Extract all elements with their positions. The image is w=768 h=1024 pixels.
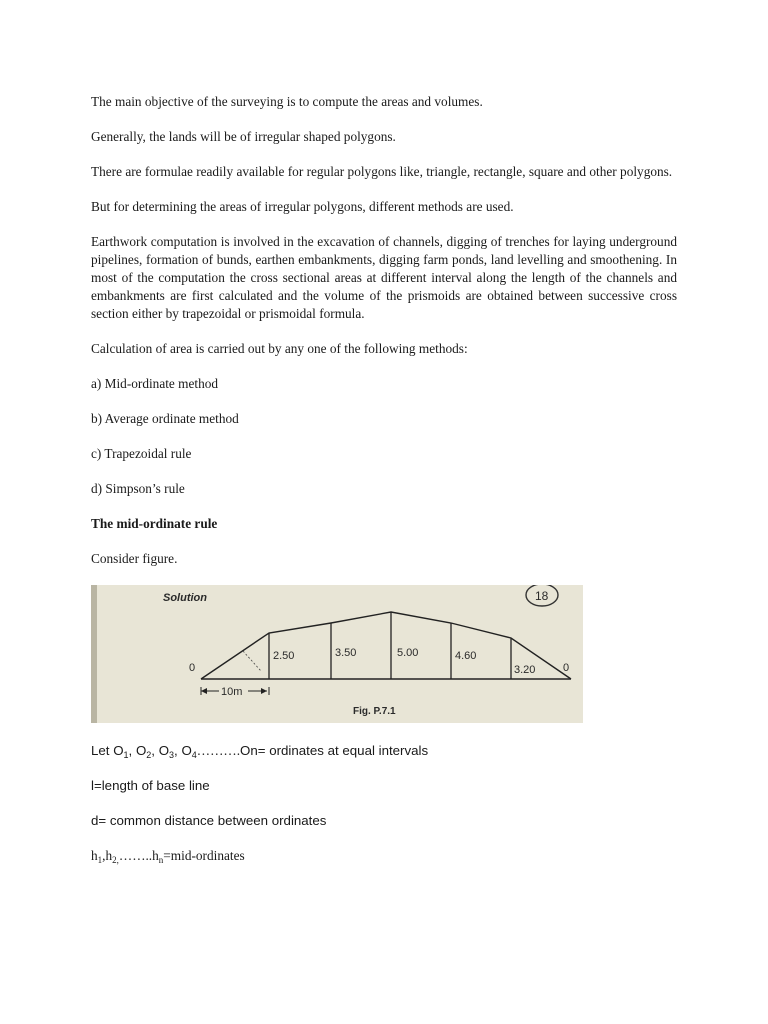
method-item-simpson: d) Simpson’s rule [91, 481, 185, 496]
end-ordinate-label: 0 [563, 662, 570, 674]
mid-ordinate-symbol-2: h [105, 848, 113, 863]
interval-label: 10m [221, 686, 243, 698]
page-mark: 18 [535, 589, 549, 603]
mid-ordinate-subscript-2: 2, [112, 855, 119, 865]
document-content [91, 93, 677, 882]
method-item-trapezoidal: c) Trapezoidal rule [91, 446, 192, 461]
ordinate-symbol-2: O [135, 743, 147, 758]
figure-mid-ordinate-diagram [91, 585, 583, 723]
scan-edge [91, 585, 97, 723]
paragraph-consider: Consider figure. [91, 551, 178, 566]
ordinate-subscript-4: 4 [191, 750, 197, 760]
paragraph-irregular-methods: But for determining the areas of irregular polygons, different methods are used. [91, 199, 514, 214]
definition-mid-ordinates [91, 847, 677, 865]
ordinate-value-2: 3.50 [335, 647, 357, 659]
figure-svg [91, 585, 583, 723]
section-heading: The mid-ordinate rule [91, 516, 218, 531]
separator-2: , [151, 743, 159, 758]
mid-ordinate-symbol-1: h [91, 848, 98, 863]
ordinate-value-4: 4.60 [455, 650, 477, 662]
start-ordinate-label: 0 [189, 662, 196, 674]
ellipsis-dots: ………. [196, 743, 241, 758]
ordinate-value-1: 2.50 [273, 650, 295, 662]
definition-base-length: l=length of base line [91, 778, 210, 793]
paragraph-calculation-intro: Calculation of area is carried out by any one of the following methods: [91, 341, 468, 356]
mid-ordinate-symbol-n: h [152, 848, 159, 863]
ordinate-symbol-1: O [113, 743, 124, 758]
ordinate-subscript-1: 1 [123, 750, 129, 760]
ordinate-definition-text: On= ordinates at equal intervals [240, 743, 429, 758]
mid-ordinate-subscript-n: n [158, 855, 164, 865]
paragraph-regular-formulae: There are formulae readily available for regular polygons like, triangle, rectangle, square and other polygons. [91, 164, 673, 179]
method-item-mid-ordinate: a) Mid-ordinate method [91, 376, 219, 391]
separator-3: , [174, 743, 182, 758]
mid-ordinate-definition-text: =mid-ordinates [163, 848, 245, 863]
definition-ordinates [91, 742, 677, 760]
ordinate-subscript-3: 3 [169, 750, 175, 760]
mid-ordinate-dots: …….. [118, 848, 153, 863]
ordinate-symbol-4: O [181, 743, 192, 758]
figure-caption: Fig. P.7.1 [353, 706, 396, 717]
let-prefix: Let [91, 743, 114, 758]
definition-common-distance: d= common distance between ordinates [91, 813, 327, 828]
ordinate-value-3: 5.00 [397, 647, 419, 659]
paragraph-irregular-lands: Generally, the lands will be of irregular shaped polygons. [91, 129, 396, 144]
separator-1: , [128, 743, 136, 758]
ordinate-subscript-2: 2 [146, 750, 152, 760]
mid-ordinate-subscript-1: 1 [97, 855, 103, 865]
paragraph-earthwork: Earthwork computation is involved in the excavation of channels, digging of trenches for laying underground pipelines, formation of bunds, earthen embankments, digging farm ponds, land levelling and smoothening. In most of the computation the cross sectional areas at different interval along the length of the channels and embankments are first calculated and the volume of the prismoids are obtained between successive cross section either by trapezoidal or prismoidal formula. [91, 234, 677, 321]
method-item-average-ordinate: b) Average ordinate method [91, 411, 239, 426]
mid-ordinate-separator: , [102, 848, 106, 863]
solution-label: Solution [163, 592, 207, 604]
ordinate-value-5: 3.20 [514, 664, 536, 676]
ordinate-symbol-3: O [158, 743, 170, 758]
paragraph-objective: The main objective of the surveying is to compute the areas and volumes. [91, 94, 483, 109]
